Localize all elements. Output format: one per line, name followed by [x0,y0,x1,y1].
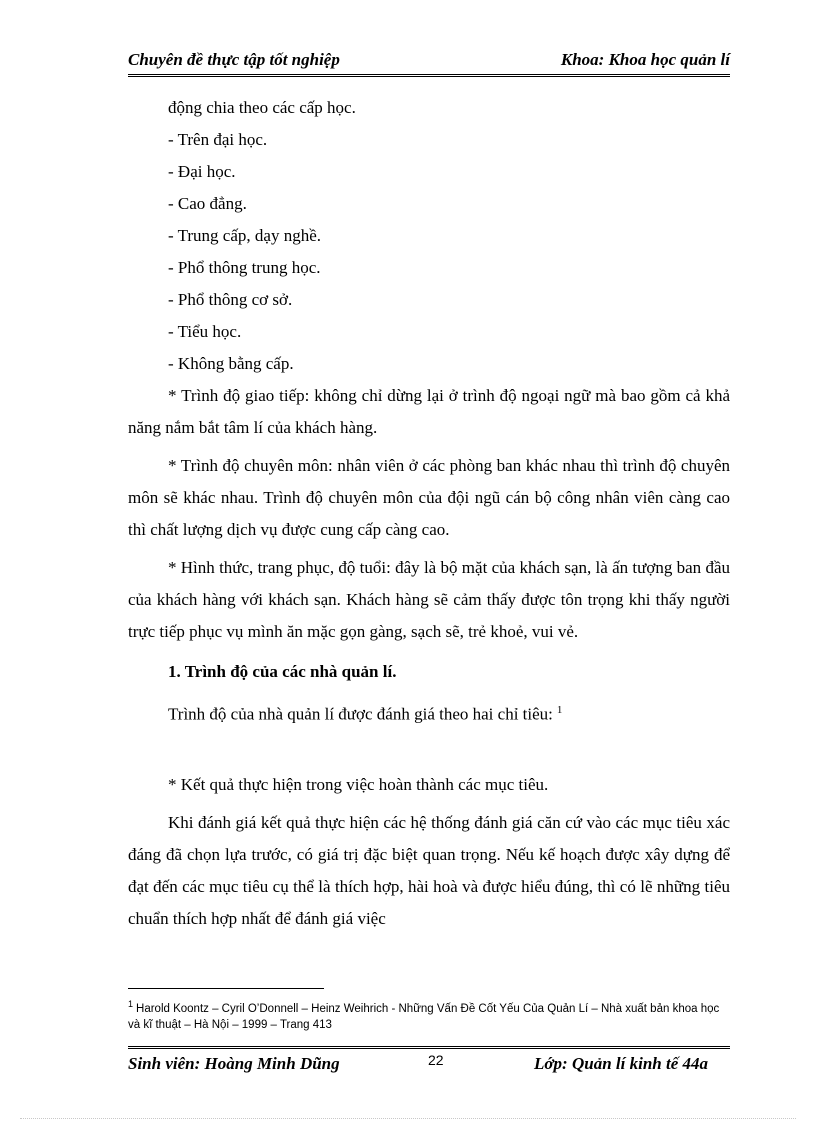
footnote-text: Harold Koontz – Cyril O’Donnell – Heinz Weihrich - Những Vấn Đề Cốt Yếu Của Quản Lí – Nhà xuất bản khoa học và kĩ thuật – Hà Nội – 1999 – Trang 413 [128,1002,720,1031]
page-header [128,48,730,77]
paragraph-evaluation: Khi đánh giá kết quả thực hiện các hệ thống đánh giá căn cứ vào các mục tiêu xác đáng đã chọn lựa trước, có giá trị đặc biệt quan trọng. Nếu kế hoạch được xây dựng để đạt đến các mục tiêu cụ thể là thích hợp, hài hoà và được hiểu đúng, thì có lẽ những tiêu chuẩn thích hợp nhất để đánh giá việc [128,812,730,928]
page-body [128,92,730,935]
header-faculty: Khoa: Khoa học quản lí [560,50,730,69]
footnote-reference: 1 [556,704,563,716]
list-item-level: - Cao đẳng. [168,194,247,213]
footer-class: Lớp: Quản lí kinh tế 44a [534,1054,708,1073]
intro-line [168,694,730,731]
list-item-level: - Trung cấp, dạy nghề. [168,226,321,245]
list-item-level: - Phổ thông cơ sở. [168,290,293,309]
list-item-level: - Tiểu học. [168,322,242,341]
page-number: 22 [428,1052,444,1068]
body-line: động chia theo các cấp học. [168,98,356,117]
paragraph-communication: * Trình độ giao tiếp: không chỉ dừng lại ở trình độ ngoại ngữ mà bao gồm cả khả năng nắm bắt tâm lí của khách hàng. [128,386,730,437]
list-item-level: - Không bằng cấp. [168,354,294,373]
footnote-number: 1 [128,999,134,1009]
header-thesis-title: Chuyên đề thực tập tốt nghiệp [128,50,340,69]
paragraph-expertise: * Trình độ chuyên môn: nhân viên ở các phòng ban khác nhau thì trình độ chuyên môn sẽ khác nhau. Trình độ chuyên môn của đội ngũ cán bộ công nhân viên càng cao thì chất lượng dịch vụ được cung cấp càng cao. [128,456,730,539]
list-item-level: - Phổ thông trung học. [168,258,321,277]
section-heading: 1. Trình độ của các nhà quản lí. [168,662,397,681]
footnote-separator [128,988,324,989]
footer-student-name: Sinh viên: Hoàng Minh Dũng [128,1054,340,1073]
page-edge-divider [20,1118,796,1119]
paragraph-appearance: * Hình thức, trang phục, độ tuổi: đây là bộ mặt của khách sạn, là ấn tượng ban đầu của khách hàng với khách sạn. Khách hàng sẽ cảm thấy được tôn trọng khi thấy người trực tiếp phục vụ mình ăn mặc gọn gàng, sạch sẽ, trẻ khoẻ, vui vẻ. [128,558,730,641]
page-footer [128,1052,730,1076]
footnote [128,996,730,1033]
footer-separator [128,1046,730,1049]
list-item-level: - Trên đại học. [168,130,268,149]
paragraph-results: * Kết quả thực hiện trong việc hoàn thành các mục tiêu. [168,774,549,794]
list-item-level: - Đại học. [168,162,236,181]
spacer [168,731,730,763]
intro-text: Trình độ của nhà quản lí được đánh giá theo hai chỉ tiêu: [168,704,553,724]
